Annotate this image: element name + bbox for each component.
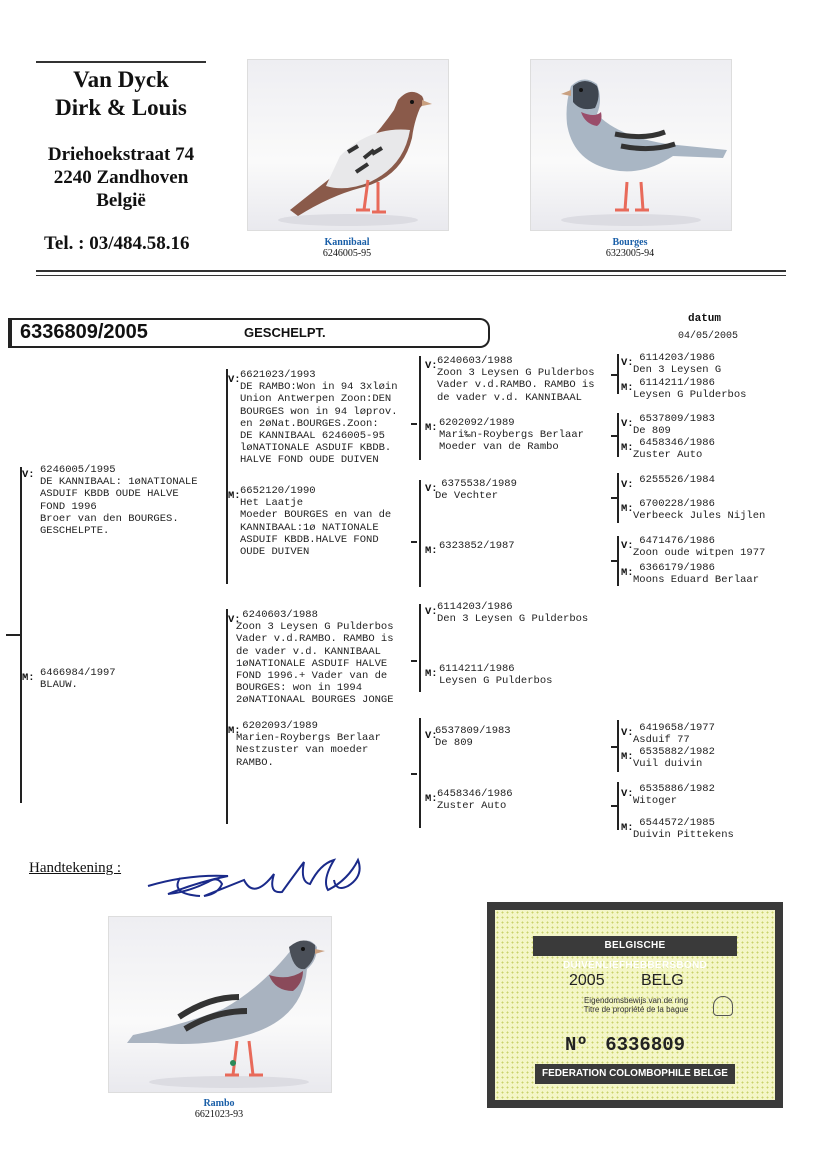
gen3-entry-7-tag: V: bbox=[425, 730, 438, 742]
gen4-entry-2-text: 6114211/1986 Leysen G Pulderbos bbox=[633, 377, 747, 402]
header-bottom-rule-thin bbox=[36, 275, 786, 276]
gen4-tick-5 bbox=[611, 746, 617, 748]
gen2-mf-text: 6240603/1988 Zoon 3 Leysen G Pulderbos Vader v.d.RAMBO. RAMBO is de vader v.d. KANNIBAAL 1øNATIONALE ASDUIF HALVE FOND 1996.+ Vader van de BOURGES: won in 1994 2øNATIONAAL BOURGES JONGE bbox=[236, 609, 394, 707]
address-city: 2240 Zandhoven bbox=[53, 167, 189, 188]
gen4-entry-9-text: 6419658/1977 Asduif 77 bbox=[633, 722, 715, 747]
ring-card-year: 2005 bbox=[569, 972, 605, 989]
header-bottom-rule bbox=[36, 270, 786, 272]
gen1-bracket bbox=[20, 467, 22, 803]
gen4-entry-9 bbox=[621, 722, 715, 747]
ring-card-org: BELGISCHE DUIVENLIEFHEBBERSBOND bbox=[533, 936, 737, 956]
breeder-name bbox=[36, 66, 206, 122]
gen2-mm-tag: M: bbox=[228, 725, 241, 737]
signature-image bbox=[140, 838, 390, 908]
gen4-entry-4-tag: M: bbox=[621, 442, 634, 454]
ring-card-federation: FEDERATION COLOMBOPHILE BELGE bbox=[535, 1064, 735, 1084]
ring-card-number-line bbox=[565, 1034, 685, 1056]
gen2-fm-text: 6652120/1990 Het Laatje Moeder BOURGES en van de KANNIBAAL:1ø NATIONALE ASDUIF KBDB.HALVE FOND OUDE DUIVEN bbox=[240, 485, 392, 559]
gen3-entry-6 bbox=[425, 663, 553, 688]
gen2-ff-tag: V: bbox=[228, 374, 241, 386]
caption-rambo-ring: 6621023-93 bbox=[194, 1109, 244, 1120]
gen4-tick-2 bbox=[611, 435, 617, 437]
gen3-entry-3-tag: V: bbox=[425, 483, 438, 495]
ring-card-line1: Eigendomsbewijs van de ring bbox=[583, 996, 689, 1005]
gen3-bracket-3 bbox=[419, 604, 421, 692]
gen4-entry-4 bbox=[621, 437, 715, 462]
ring-card-country: BELG bbox=[641, 972, 684, 989]
gen3-tick-2 bbox=[411, 541, 417, 543]
gen1-father-tag: V: bbox=[22, 469, 35, 481]
ring-card-inner bbox=[495, 910, 775, 1100]
caption-rambo-name: Rambo bbox=[203, 1098, 235, 1109]
gen3-entry-2-text: 6202092/1989 Mari‰n-Roybergs Berlaar Moeder van de Rambo bbox=[439, 417, 584, 454]
gen1-father bbox=[22, 464, 198, 538]
bird-ring-number: 6336809/2005 bbox=[20, 321, 148, 343]
gen4-entry-2 bbox=[621, 377, 747, 402]
gen3-entry-2-tag: M: bbox=[425, 422, 438, 434]
gen2-mm-text: 6202093/1989 Marien-Roybergs Berlaar Nestzuster van moeder RAMBO. bbox=[236, 720, 381, 769]
gen4-entry-4-text: 6458346/1986 Zuster Auto bbox=[633, 437, 715, 462]
bird-type: GESCHELPT. bbox=[244, 325, 326, 340]
gen3-entry-1 bbox=[425, 355, 595, 404]
gen1-mother-tag: M: bbox=[22, 672, 35, 684]
gen4-entry-7-text: 6471476/1986 Zoon oude witpen 1977 bbox=[633, 535, 766, 560]
gen1-mother bbox=[22, 667, 116, 692]
gen4-bracket-5 bbox=[617, 720, 619, 772]
ring-card-no-label: Nº bbox=[565, 1034, 588, 1056]
gen3-entry-4-text: 6323852/1987 bbox=[439, 540, 515, 552]
photo-rambo bbox=[108, 916, 332, 1093]
gen4-entry-6-tag: M: bbox=[621, 503, 634, 515]
caption-bourges-name: Bourges bbox=[612, 237, 648, 248]
gen3-tick-1 bbox=[411, 423, 417, 425]
gen4-entry-2-tag: M: bbox=[621, 382, 634, 394]
gen3-entry-6-tag: M: bbox=[425, 668, 438, 680]
pigeon-image-kannibaal bbox=[248, 60, 448, 230]
gen4-entry-5-tag: V: bbox=[621, 479, 634, 491]
gen4-entry-1-tag: V: bbox=[621, 357, 634, 369]
gen4-tick-1 bbox=[611, 374, 617, 376]
gen3-entry-8-tag: M: bbox=[425, 793, 438, 805]
signature-label: Handtekening : bbox=[29, 860, 122, 876]
ring-card-line2: Titre de propriété de la bague bbox=[583, 1005, 689, 1014]
gen4-tick-6 bbox=[611, 805, 617, 807]
gen2-mf bbox=[228, 609, 394, 707]
ring-card-number: 6336809 bbox=[605, 1034, 686, 1056]
photo-bourges bbox=[530, 59, 732, 231]
breeder-name-line2: Dirk & Louis bbox=[55, 95, 187, 120]
gen4-tick-4 bbox=[611, 560, 617, 562]
caption-kannibaal-name: Kannibaal bbox=[324, 237, 370, 248]
gen4-entry-3-tag: V: bbox=[621, 418, 634, 430]
photo-kannibaal bbox=[247, 59, 449, 231]
gen4-bracket-1 bbox=[617, 354, 619, 394]
gen4-entry-1 bbox=[621, 352, 722, 377]
gen4-entry-12 bbox=[621, 817, 734, 842]
caption-kannibaal-ring: 6246005-95 bbox=[322, 248, 372, 259]
ring-card bbox=[487, 902, 783, 1108]
gen4-entry-3 bbox=[621, 413, 715, 438]
gen2-fm-tag: M: bbox=[228, 490, 241, 502]
gen4-entry-12-text: 6544572/1985 Duivin Pittekens bbox=[633, 817, 734, 842]
gen4-entry-10-tag: M: bbox=[621, 751, 634, 763]
gen4-entry-8-text: 6366179/1986 Moons Eduard Berlaar bbox=[633, 562, 760, 587]
gen4-entry-8-tag: M: bbox=[621, 567, 634, 579]
signature-scrawl bbox=[140, 838, 390, 908]
gen3-entry-1-tag: V: bbox=[425, 360, 438, 372]
gen4-entry-12-tag: M: bbox=[621, 822, 634, 834]
gen2-ff-text: 6621023/1993 DE RAMBO:Won in 94 3xløin Union Antwerpen Zoon:DEN BOURGES won in 94 løprov. en 2øNat.BOURGES.Zoon: DE KANNIBAAL 6246005-95 løNATIONALE ASDUIF KBDB. HALVE FOND OUDE DUIVEN bbox=[240, 369, 398, 467]
address-street: Driehoekstraat 74 bbox=[47, 144, 195, 165]
header-top-rule bbox=[36, 61, 206, 63]
gen3-bracket-1 bbox=[419, 356, 421, 460]
breeder-phone: Tel. : 03/484.58.16 bbox=[44, 233, 190, 254]
gen3-entry-5 bbox=[425, 601, 589, 626]
gen2-fm bbox=[228, 485, 392, 559]
date-value: 04/05/2005 bbox=[678, 331, 739, 342]
gen2-mm bbox=[228, 720, 381, 769]
pigeon-image-rambo bbox=[109, 917, 331, 1092]
gen3-entry-5-text: 6114203/1986 Den 3 Leysen G Pulderbos bbox=[437, 601, 589, 626]
gen4-entry-1-text: 6114203/1986 Den 3 Leysen G bbox=[633, 352, 722, 377]
date-label: datum bbox=[688, 313, 722, 325]
gen2-bracket-bottom bbox=[226, 609, 228, 824]
address-country: België bbox=[96, 190, 146, 211]
gen3-entry-3-text: 6375538/1989 De Vechter bbox=[435, 478, 517, 503]
gen3-entry-4-tag: M: bbox=[425, 545, 438, 557]
gen1-father-text: 6246005/1995 DE KANNIBAAL: 1øNATIONALE ASDUIF KBDB OUDE HALVE FOND 1996 Broer van den BOURGES. GESCHELPTE. bbox=[40, 464, 198, 538]
pigeon-image-bourges bbox=[531, 60, 731, 230]
gen4-bracket-6 bbox=[617, 782, 619, 830]
gen3-entry-6-text: 6114211/1986 Leysen G Pulderbos bbox=[439, 663, 553, 688]
gen3-entry-5-tag: V: bbox=[425, 606, 438, 618]
caption-kannibaal bbox=[247, 237, 447, 259]
gen3-entry-7-text: 6537809/1983 De 809 bbox=[435, 725, 511, 750]
ring-card-lines bbox=[571, 996, 701, 1014]
gen4-entry-5 bbox=[621, 474, 715, 492]
gen4-entry-11-tag: V: bbox=[621, 788, 634, 800]
gen4-entry-3-text: 6537809/1983 De 809 bbox=[633, 413, 715, 438]
breeder-name-line1: Van Dyck bbox=[73, 67, 169, 92]
gen4-entry-11 bbox=[621, 783, 715, 808]
gen3-entry-8-text: 6458346/1986 Zuster Auto bbox=[437, 788, 513, 813]
gen2-mf-tag: V: bbox=[228, 614, 241, 626]
gen4-entry-7 bbox=[621, 535, 766, 560]
gen3-entry-3 bbox=[425, 478, 517, 503]
caption-bourges bbox=[530, 237, 730, 259]
gen3-entry-7 bbox=[425, 725, 511, 750]
gen3-tick-3 bbox=[411, 660, 417, 662]
gen4-entry-10-text: 6535882/1982 Vuil duivin bbox=[633, 746, 715, 771]
gen4-entry-7-tag: V: bbox=[621, 540, 634, 552]
gen4-entry-6 bbox=[621, 498, 766, 523]
gen3-entry-4 bbox=[425, 540, 515, 558]
gen4-bracket-3 bbox=[617, 473, 619, 523]
gen1-mother-text: 6466984/1997 BLAUW. bbox=[40, 667, 116, 692]
breeder-address bbox=[36, 143, 206, 212]
gen4-entry-9-tag: V: bbox=[621, 727, 634, 739]
bird-title-box bbox=[8, 318, 490, 348]
caption-rambo bbox=[108, 1098, 330, 1120]
gen3-entry-8 bbox=[425, 788, 513, 813]
gen1-connector bbox=[6, 634, 20, 636]
gen3-bracket-2 bbox=[419, 480, 421, 587]
gen4-entry-11-text: 6535886/1982 Witoger bbox=[633, 783, 715, 808]
gen3-tick-4 bbox=[411, 773, 417, 775]
gen4-bracket-2 bbox=[617, 413, 619, 457]
caption-bourges-ring: 6323005-94 bbox=[605, 248, 655, 259]
gen2-ff bbox=[228, 369, 398, 467]
gen3-entry-1-text: 6240603/1988 Zoon 3 Leysen G Pulderbos Vader v.d.RAMBO. RAMBO is de vader v.d. KANNIBAAL bbox=[437, 355, 595, 404]
gen3-entry-2 bbox=[425, 417, 584, 454]
gen4-entry-10 bbox=[621, 746, 715, 771]
gen4-entry-5-text: 6255526/1984 bbox=[633, 474, 715, 486]
gen4-entry-6-text: 6700228/1986 Verbeeck Jules Nijlen bbox=[633, 498, 766, 523]
crown-icon bbox=[713, 996, 733, 1016]
gen2-bracket-top bbox=[226, 369, 228, 584]
gen4-bracket-4 bbox=[617, 536, 619, 586]
gen3-bracket-4 bbox=[419, 718, 421, 828]
gen4-entry-8 bbox=[621, 562, 760, 587]
gen4-tick-3 bbox=[611, 497, 617, 499]
